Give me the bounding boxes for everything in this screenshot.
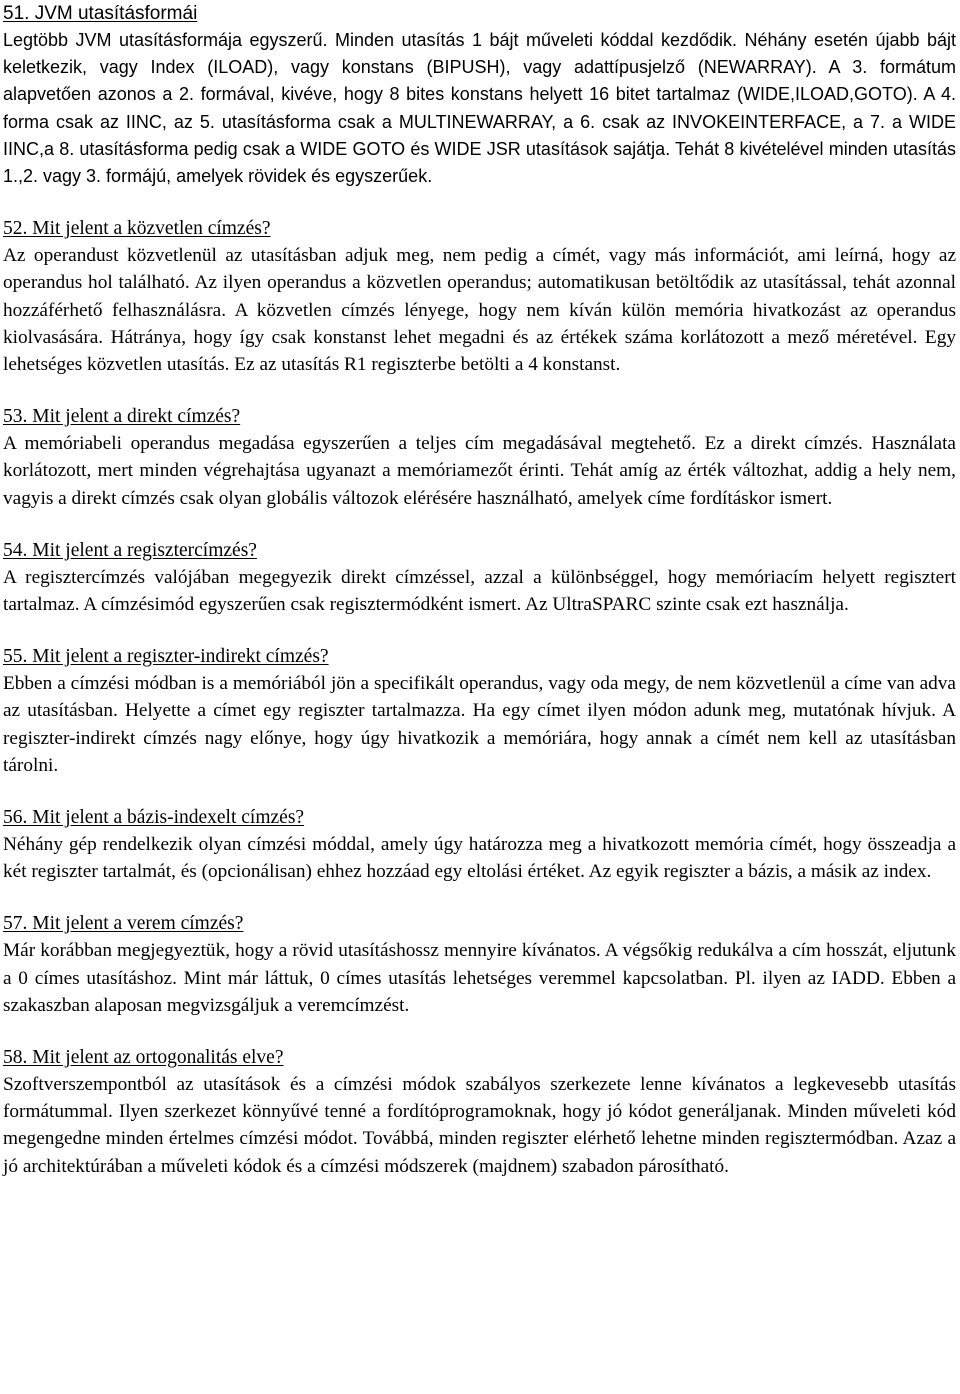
section-body: Néhány gép rendelkezik olyan címzési móddal, amely úgy határozza meg a hivatkozott memória címét, hogy összeadja a két regiszter tartalmát, és (opcionálisan) ehhez hozzáad egy eltolási értéket. Az egyik regiszter a bázis, a másik az index. [3,834,956,883]
spacer [3,885,956,910]
section-56 [3,804,956,885]
section-body: A memóriabeli operandus megadása egyszerűen a teljes cím megadásával megtehető. Ez a direkt címzés. Használata korlátozott, mert minden végrehajtása ugyanazt a memóriamezőt érinti. Tehát amíg az érték változhat, addig a hely nem, vagyis a direkt címzés csak olyan globális változok elérésére használható, amelyek címe fordításkor ismert. [3,433,956,509]
section-body: Ebben a címzési módban is a memóriából jön a specifikált operandus, vagy oda megy, de nem közvetlenül a címe van adva az utasításban. Helyette a címet egy regiszter tartalmazza. Ha egy címet ilyen módon adunk meg, mutatónak hívjuk. A regiszter-indirekt címzés nagy előnye, hogy úgy hivatkozik a memóriára, hogy annak a címét nem kell az utasításban tárolni. [3,673,956,776]
spacer [3,618,956,643]
spacer [3,378,956,403]
section-heading: 54. Mit jelent a regisztercímzés? [3,539,257,561]
document-page [3,0,956,1180]
section-heading: 58. Mit jelent az ortogonalitás elve? [3,1047,284,1069]
spacer [3,512,956,537]
section-57 [3,910,956,1019]
section-heading: 57. Mit jelent a verem címzés? [3,913,244,935]
section-55 [3,643,956,779]
section-body: Szoftverszempontból az utasítások és a címzési módok szabályos szerkezete lenne kívánatos a legkevesebb utasítás formátummal. Ilyen szerkezet könnyűvé tenné a fordítóprogramoknak, hogy jó kódot generáljanak. Minden műveleti kód megengedne minden értelmes címzési módot. Továbbá, minden regiszter elérhető lehetne minden regisztermódban. Azaz a jó architektúrában a műveleti kódok és a címzési módszerek (majdnem) szabadon párosítható. [3,1074,956,1177]
spacer [3,190,956,215]
spacer [3,779,956,804]
spacer [3,1019,956,1044]
section-body: Legtöbb JVM utasításformája egyszerű. Minden utasítás 1 bájt műveleti kóddal kezdődik. Néhány esetén újabb bájt keletkezik, vagy Index (ILOAD), vagy konstans (BIPUSH), vagy adattípusjelző (NEWARRAY). A 3. formátum alapvetően azonos a 2. formával, kivéve, hogy 8 bites konstans helyett 16 bitet tartalmaz (WIDE,ILOAD,GOTO). A 4. forma csak az IINC, az 5. utasításforma csak a MULTINEWARRAY, a 6. csak az INVOKEINTERFACE, a 7. a WIDE IINC,a 8. utasításforma pedig csak a WIDE GOTO és WIDE JSR utasítások sajátja. Tehát 8 kivételével minden utasítás 1.,2. vagy 3. formájú, amelyek rövidek és egyszerűek. [3,30,956,187]
section-heading: 53. Mit jelent a direkt címzés? [3,406,241,428]
section-body: Az operandust közvetlenül az utasításban adjuk meg, nem pedig a címét, vagy más információt, ami leírná, hogy az operandus hol található. Az ilyen operandus a közvetlen operandus; automatikusan betöltődik az utasítással, tehát azonnal hozzáférhető felhasználásra. A közvetlen címzés lényege, hogy nem kíván külön memória hivatkozást az operandus kiolvasására. Hátránya, hogy így csak konstanst lehet megadni és az értékek száma korlátozott a mező méretével. Egy lehetséges közvetlen utasítás. Ez az utasítás R1 regiszterbe betölti a 4 konstanst. [3,245,956,376]
section-heading: 55. Mit jelent a regiszter-indirekt címzés? [3,646,329,668]
section-body: Már korábban megjegyeztük, hogy a rövid utasításhossz mennyire kívánatos. A végsőkig redukálva a cím hosszát, eljutunk a 0 címes utasításhoz. Mint már láttuk, 0 címes utasítás lehetséges veremmel kapcsolatban. Pl. ilyen az IADD. Ebben a szakaszban alaposan megvizsgáljuk a veremcímzést. [3,940,956,1016]
section-52 [3,215,956,378]
section-heading: 56. Mit jelent a bázis-indexelt címzés? [3,807,305,829]
section-53 [3,403,956,512]
section-body: A regisztercímzés valójában megegyezik direkt címzéssel, azzal a különbséggel, hogy memóriacím helyett regisztert tartalmaz. A címzésimód egyszerűen csak regisztermódként ismert. Az UltraSPARC szinte csak ezt használja. [3,566,956,616]
section-heading: 51. JVM utasításformái [3,3,198,24]
section-54 [3,537,956,618]
section-51 [3,0,956,190]
section-58 [3,1044,956,1180]
section-heading: 52. Mit jelent a közvetlen címzés? [3,218,271,240]
